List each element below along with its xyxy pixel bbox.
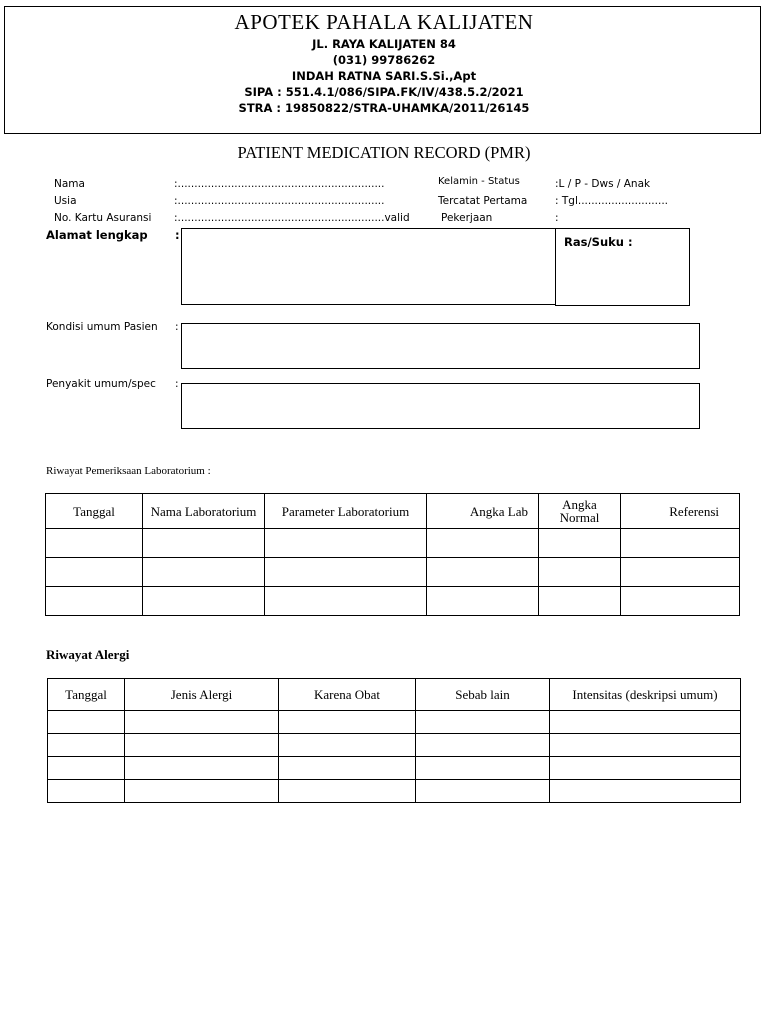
- allergy-cell[interactable]: [550, 711, 741, 734]
- penyakit-label: Penyakit umum/spec: [46, 378, 156, 390]
- lab-cell[interactable]: [539, 529, 621, 558]
- nama-field[interactable]: :..............................................................: [174, 178, 385, 190]
- allergy-cell[interactable]: [550, 780, 741, 803]
- penyakit-colon: :: [175, 378, 179, 390]
- kartu-asuransi-field[interactable]: :..............................................................valid: [174, 212, 410, 224]
- pekerjaan-label: Pekerjaan: [441, 212, 493, 224]
- pekerjaan-field[interactable]: :: [555, 212, 559, 224]
- allergy-cell[interactable]: [48, 711, 125, 734]
- allergy-cell[interactable]: [125, 757, 279, 780]
- allergy-section-title: Riwayat Alergi: [46, 647, 130, 662]
- lab-row: [46, 587, 740, 616]
- lab-cell[interactable]: [621, 558, 740, 587]
- allergy-table: [47, 678, 741, 803]
- lab-cell[interactable]: [265, 587, 427, 616]
- allergy-row: [48, 711, 741, 734]
- allergy-row: [48, 757, 741, 780]
- stra-number: STRA : 19850822/STRA-UHAMKA/2011/26145: [238, 101, 530, 115]
- lab-section-title: Riwayat Pemeriksaan Laboratorium :: [46, 465, 211, 477]
- lab-row: [46, 558, 740, 587]
- allergy-cell[interactable]: [48, 780, 125, 803]
- lab-cell[interactable]: [539, 558, 621, 587]
- allergy-header-intensitas: Intensitas (deskripsi umum): [550, 679, 741, 711]
- allergy-cell[interactable]: [550, 757, 741, 780]
- lab-header-row: [46, 494, 740, 529]
- kelamin-status-field[interactable]: :L / P - Dws / Anak: [555, 178, 651, 190]
- allergy-cell[interactable]: [279, 780, 416, 803]
- allergy-header-karena-obat: Karena Obat: [279, 679, 416, 711]
- allergy-header-sebab-lain: Sebab lain: [416, 679, 550, 711]
- lab-cell[interactable]: [539, 587, 621, 616]
- alamat-colon: :: [175, 228, 180, 242]
- lab-cell[interactable]: [265, 558, 427, 587]
- lab-header-angka-normal: Angka Normal: [539, 494, 621, 529]
- pharmacy-name: APOTEK PAHALA KALIJATEN: [234, 10, 534, 34]
- allergy-cell[interactable]: [416, 711, 550, 734]
- allergy-cell[interactable]: [48, 734, 125, 757]
- lab-cell[interactable]: [621, 529, 740, 558]
- sipa-number: SIPA : 551.4.1/086/SIPA.FK/IV/438.5.2/2021: [244, 85, 524, 99]
- tercatat-pertama-label: Tercatat Pertama: [438, 195, 528, 207]
- usia-field[interactable]: :..............................................................: [174, 195, 385, 207]
- lab-header-tanggal: Tanggal: [46, 494, 143, 529]
- ras-suku-label: Ras/Suku :: [564, 235, 633, 249]
- lab-cell[interactable]: [427, 529, 539, 558]
- allergy-cell[interactable]: [416, 734, 550, 757]
- lab-header-angka-lab: Angka Lab: [427, 494, 539, 529]
- allergy-cell[interactable]: [416, 780, 550, 803]
- allergy-header-tanggal: Tanggal: [48, 679, 125, 711]
- kondisi-label: Kondisi umum Pasien: [46, 321, 158, 333]
- lab-cell[interactable]: [621, 587, 740, 616]
- allergy-row: [48, 780, 741, 803]
- alamat-label: Alamat lengkap: [46, 228, 148, 242]
- lab-cell[interactable]: [265, 529, 427, 558]
- tercatat-pertama-field[interactable]: : Tgl...........................: [555, 195, 668, 207]
- kelamin-status-label: Kelamin - Status: [438, 176, 520, 187]
- usia-label: Usia: [54, 195, 77, 207]
- allergy-cell[interactable]: [48, 757, 125, 780]
- alamat-input-box[interactable]: [181, 228, 556, 305]
- penyakit-input-box[interactable]: [181, 383, 700, 429]
- lab-cell[interactable]: [46, 529, 143, 558]
- allergy-cell[interactable]: [125, 734, 279, 757]
- allergy-header-jenis-alergi: Jenis Alergi: [125, 679, 279, 711]
- pharmacy-phone: (031) 99786262: [332, 53, 436, 67]
- lab-header-nama-laboratorium: Nama Laboratorium: [143, 494, 265, 529]
- allergy-row: [48, 734, 741, 757]
- lab-table: [45, 493, 740, 616]
- allergy-cell[interactable]: [550, 734, 741, 757]
- lab-row: [46, 529, 740, 558]
- allergy-header-row: [48, 679, 741, 711]
- kartu-asuransi-label: No. Kartu Asuransi: [54, 212, 152, 224]
- lab-cell[interactable]: [143, 529, 265, 558]
- allergy-cell[interactable]: [279, 757, 416, 780]
- pharmacy-address: JL. RAYA KALIJATEN 84: [312, 37, 456, 51]
- kondisi-input-box[interactable]: [181, 323, 700, 369]
- allergy-cell[interactable]: [416, 757, 550, 780]
- nama-label: Nama: [54, 178, 85, 190]
- form-title: PATIENT MEDICATION RECORD (PMR): [237, 143, 531, 162]
- lab-cell[interactable]: [46, 587, 143, 616]
- lab-cell[interactable]: [46, 558, 143, 587]
- lab-cell[interactable]: [143, 558, 265, 587]
- lab-header-parameter-laboratorium: Parameter Laboratorium: [265, 494, 427, 529]
- lab-cell[interactable]: [427, 587, 539, 616]
- lab-cell[interactable]: [143, 587, 265, 616]
- allergy-cell[interactable]: [279, 734, 416, 757]
- pharmacist-name: INDAH RATNA SARI.S.Si.,Apt: [291, 69, 477, 83]
- allergy-cell[interactable]: [125, 780, 279, 803]
- kondisi-colon: :: [175, 321, 179, 333]
- allergy-cell[interactable]: [125, 711, 279, 734]
- allergy-cell[interactable]: [279, 711, 416, 734]
- lab-cell[interactable]: [427, 558, 539, 587]
- lab-header-referensi: Referensi: [621, 494, 740, 529]
